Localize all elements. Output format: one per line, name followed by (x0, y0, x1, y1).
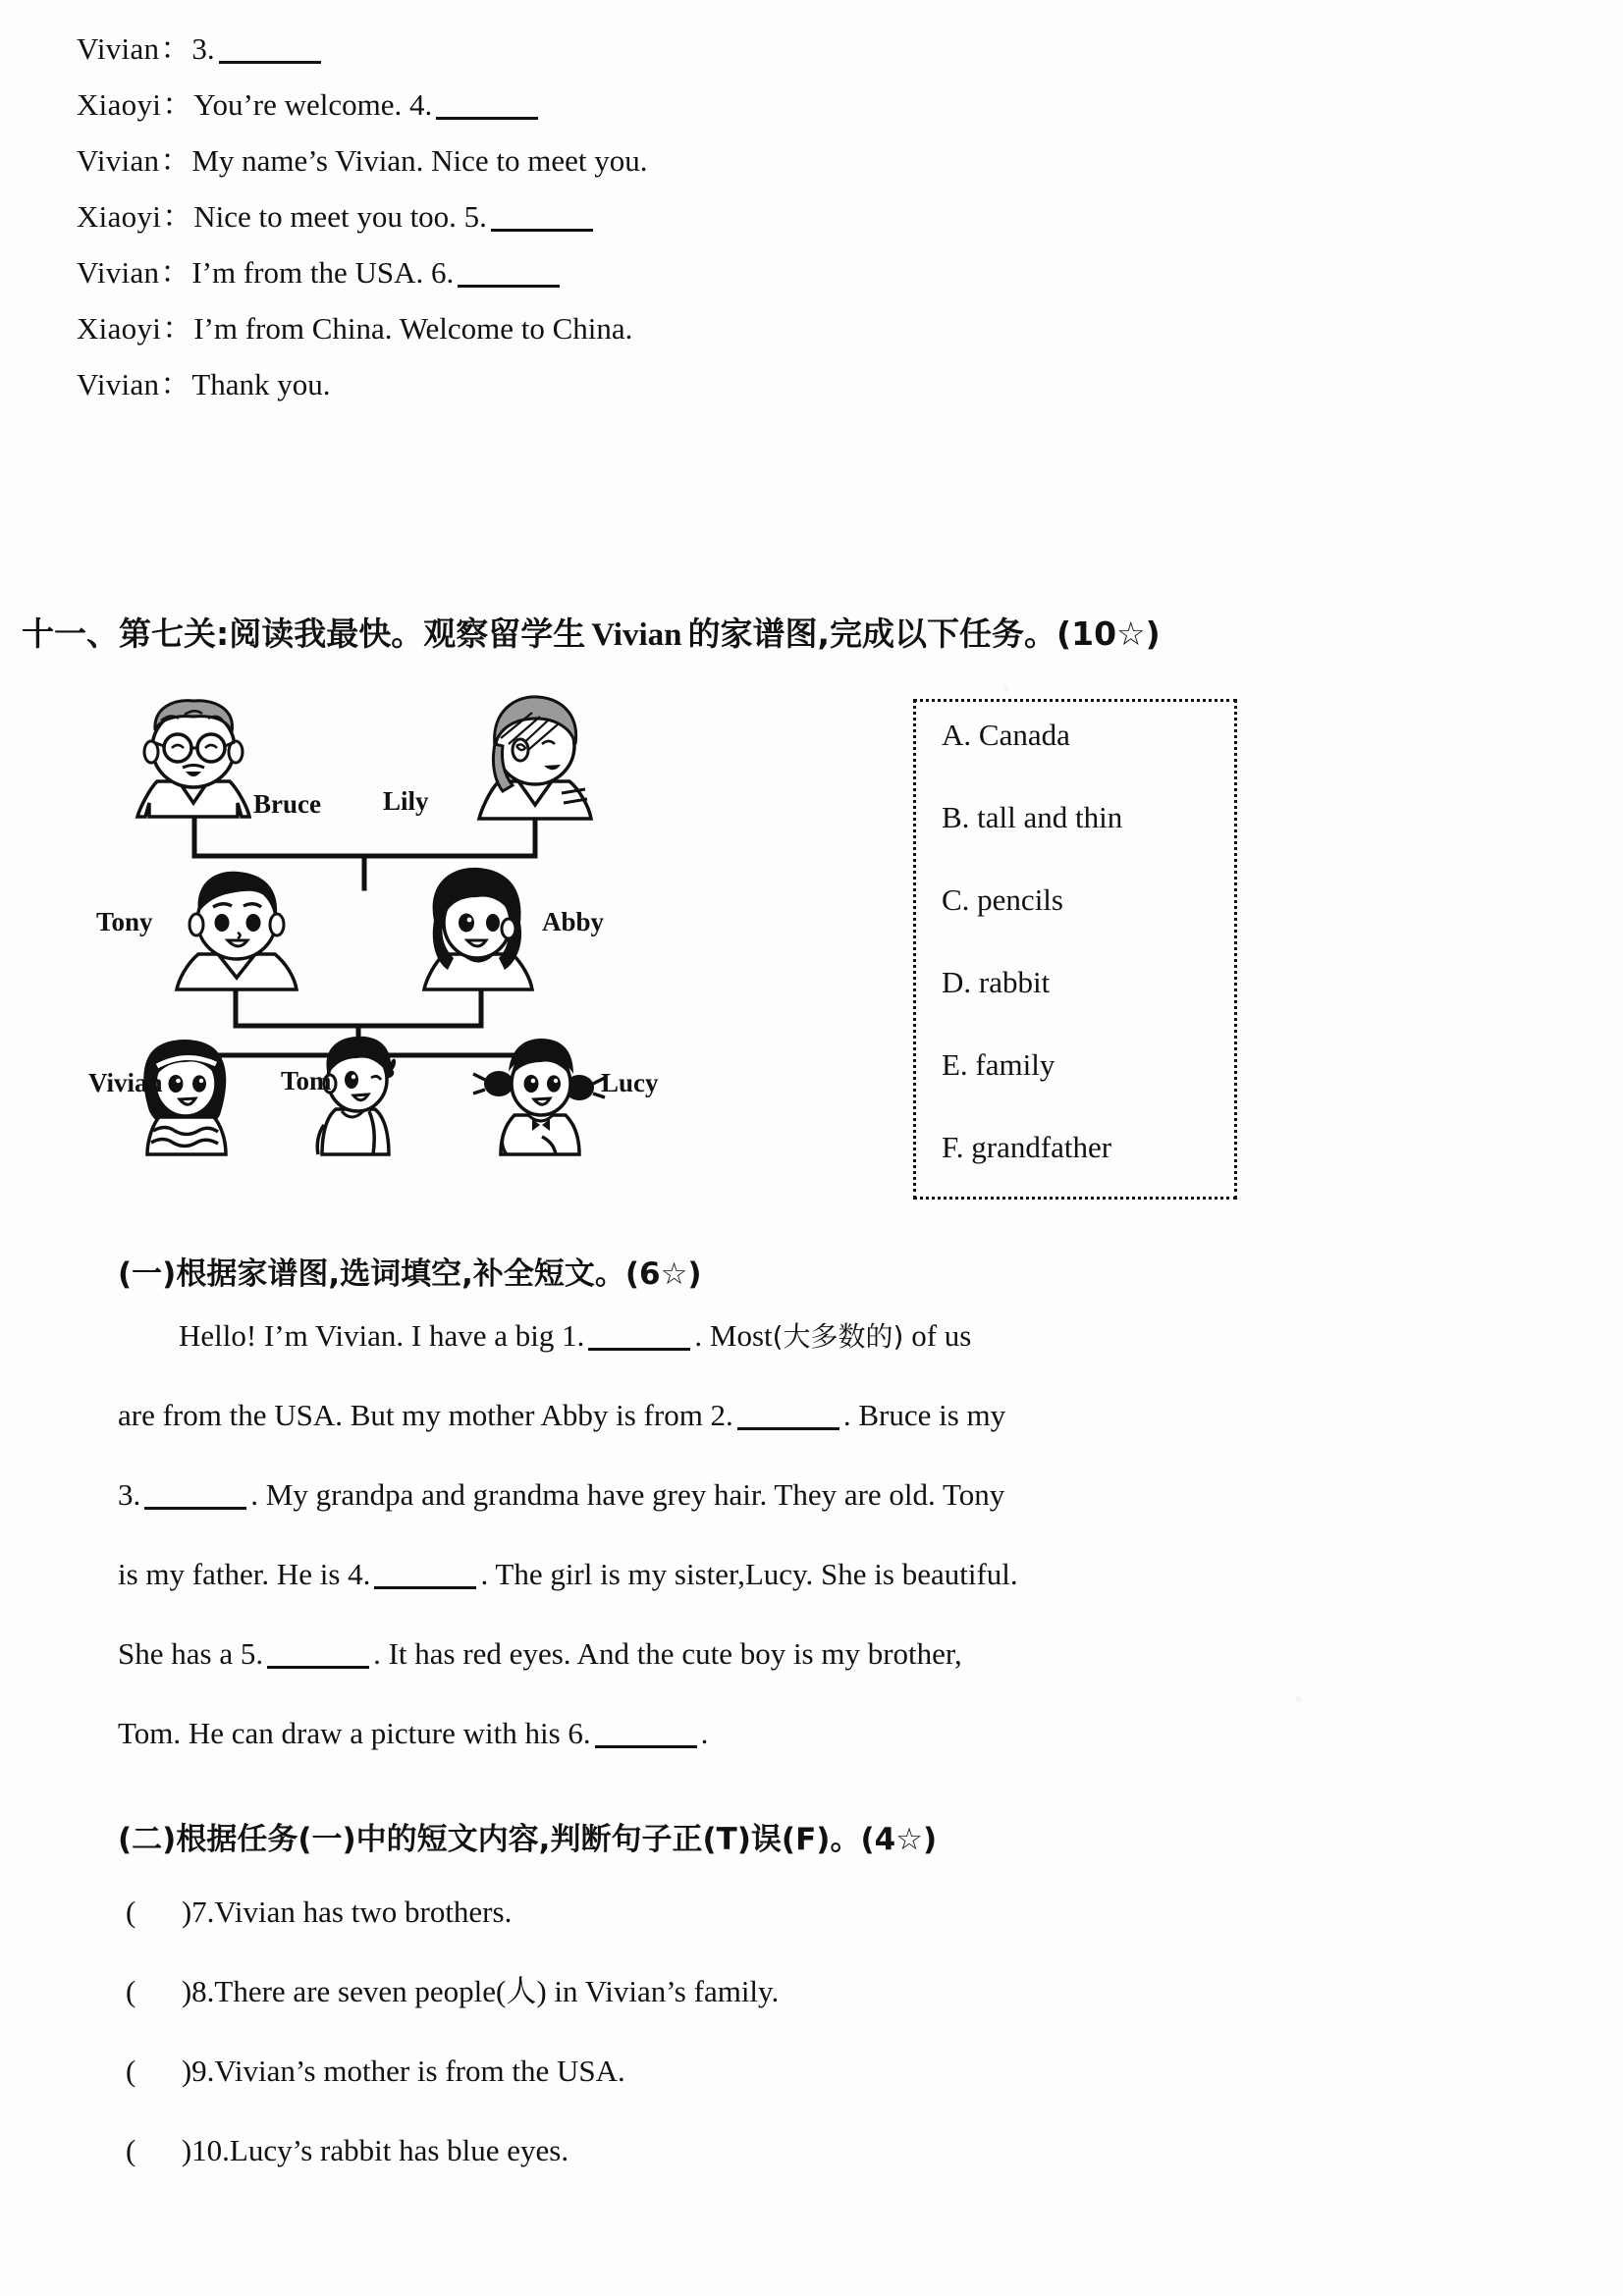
answer-blank[interactable] (374, 1561, 476, 1589)
dialogue-line (77, 145, 1549, 176)
passage-text: . My grandpa and grandma have grey hair. They are old. Tony (250, 1477, 1005, 1512)
speaker-name: Vivian (77, 255, 160, 290)
true-false-row (126, 2135, 1500, 2165)
word-bank-box (913, 699, 1237, 1200)
passage-text: She has a 5. (118, 1636, 264, 1671)
speaker-name: Xiaoyi (77, 87, 162, 122)
word-bank-option[interactable]: A. Canada (942, 718, 1070, 752)
passage-text: . (700, 1716, 709, 1750)
passage-text: . It has red eyes. And the cute boy is my brother, (373, 1636, 962, 1671)
answer-parenthesis[interactable]: ( ) (126, 1895, 192, 1929)
word-bank-option[interactable]: F. grandfather (942, 1130, 1112, 1164)
answer-parenthesis[interactable]: ( ) (126, 2054, 192, 2088)
dialogue-line (77, 313, 1549, 344)
dialogue-block (77, 33, 1549, 425)
passage-text: Tom. He can draw a picture with his 6. (118, 1716, 591, 1750)
answer-blank[interactable] (219, 35, 321, 64)
passage-line (118, 1638, 1512, 1669)
tree-label-lucy: Lucy (601, 1068, 659, 1097)
speaker-name: Vivian (77, 367, 160, 401)
dialogue-line (77, 201, 1549, 232)
item-number: 10. (191, 2133, 230, 2167)
tree-label-abby: Abby (542, 907, 605, 936)
speaker-name: Xiaoyi (77, 311, 162, 346)
avatar-father-tony (177, 872, 297, 989)
passage-text: is my father. He is 4. (118, 1557, 371, 1591)
tree-label-tom: Tom (281, 1066, 332, 1095)
dialogue-text: Nice to meet you too. 5. (193, 199, 487, 234)
item-number: 7. (191, 1895, 215, 1929)
speaker-name: Xiaoyi (77, 199, 162, 234)
word-bank-option[interactable]: C. pencils (942, 882, 1063, 917)
speaker-name: Vivian (77, 31, 160, 66)
passage-line (118, 1559, 1512, 1589)
item-number: 9. (191, 2054, 215, 2088)
task-one-heading: (一)根据家谱图,选词填空,补全短文。(6☆) (118, 1256, 702, 1292)
dialogue-line (77, 33, 1549, 64)
passage-gloss-cn: (大多数的) (772, 1320, 904, 1353)
section-title-cn-first: 第七关:阅读我最快。观察留学生 (119, 614, 586, 653)
speaker-colon: ： (160, 255, 191, 290)
dialogue-text: I’m from China. Welcome to China. (193, 311, 633, 346)
tree-label-vivian: Vivian (88, 1068, 163, 1097)
dialogue-line (77, 369, 1549, 400)
dialogue-line (77, 257, 1549, 288)
speaker-colon: ： (162, 199, 193, 234)
speaker-colon: ： (160, 143, 191, 178)
cloze-passage (118, 1320, 1512, 1797)
true-false-row (126, 1976, 1500, 2006)
family-tree-diagram (88, 687, 805, 1158)
answer-blank[interactable] (458, 259, 560, 288)
item-text: There are seven people(人) in Vivian’s family. (214, 1974, 780, 2008)
speaker-colon: ： (160, 31, 191, 66)
passage-text: . The girl is my sister,Lucy. She is beautiful. (480, 1557, 1018, 1591)
answer-blank[interactable] (491, 203, 593, 232)
answer-blank[interactable] (267, 1640, 369, 1669)
answer-blank[interactable] (595, 1720, 697, 1748)
answer-blank[interactable] (737, 1402, 839, 1430)
dialogue-text: 3. (191, 31, 215, 66)
passage-text: . Most (694, 1318, 773, 1353)
passage-text: of us (903, 1318, 972, 1353)
true-false-row (126, 2056, 1500, 2086)
passage-text: 3. (118, 1477, 141, 1512)
passage-line (118, 1718, 1512, 1748)
speaker-colon: ： (162, 87, 193, 122)
speaker-colon: ： (162, 311, 193, 346)
dialogue-line (77, 89, 1549, 120)
section-title-cn-second: 的家谱图,完成以下任务。(10☆) (687, 614, 1161, 653)
passage-text: are from the USA. But my mother Abby is from 2. (118, 1398, 733, 1432)
word-bank-option[interactable]: B. tall and thin (942, 800, 1123, 834)
answer-blank[interactable] (436, 91, 538, 120)
passage-line (118, 1479, 1512, 1510)
true-false-row (126, 1896, 1500, 1927)
avatar-mother-abby (424, 868, 532, 989)
word-bank-option[interactable]: D. rabbit (942, 965, 1051, 999)
tree-label-bruce: Bruce (253, 789, 321, 819)
passage-line (118, 1320, 1512, 1351)
avatar-grandmother-lily (479, 697, 591, 819)
answer-blank[interactable] (144, 1481, 246, 1510)
section-heading (22, 609, 1161, 655)
task-two-heading: (二)根据任务(一)中的短文内容,判断句子正(T)误(F)。(4☆) (118, 1822, 938, 1857)
speaker-name: Vivian (77, 143, 160, 178)
item-text: Vivian has two brothers. (214, 1895, 513, 1929)
dialogue-text: My name’s Vivian. Nice to meet you. (191, 143, 648, 178)
passage-text: Hello! I’m Vivian. I have a big 1. (179, 1318, 585, 1353)
word-bank-option[interactable]: E. family (942, 1047, 1055, 1082)
answer-parenthesis[interactable]: ( ) (126, 2133, 192, 2167)
item-number: 8. (191, 1974, 215, 2008)
avatar-grandfather-bruce (137, 701, 249, 817)
tree-label-lily: Lily (383, 786, 429, 816)
dialogue-text: Thank you. (191, 367, 331, 401)
dialogue-text: I’m from the USA. 6. (191, 255, 455, 290)
tree-label-tony: Tony (96, 907, 153, 936)
item-text: Vivian’s mother is from the USA. (214, 2054, 625, 2088)
answer-blank[interactable] (588, 1322, 690, 1351)
passage-text: . Bruce is my (842, 1398, 1006, 1432)
dialogue-text: You’re welcome. 4. (193, 87, 433, 122)
section-number: 十一、 (22, 614, 119, 653)
section-title-name: Vivian (591, 617, 682, 653)
passage-line (118, 1400, 1512, 1430)
answer-parenthesis[interactable]: ( ) (126, 1974, 192, 2008)
true-false-list (126, 1896, 1500, 2215)
item-text: Lucy’s rabbit has blue eyes. (229, 2133, 569, 2167)
speaker-colon: ： (160, 367, 191, 401)
